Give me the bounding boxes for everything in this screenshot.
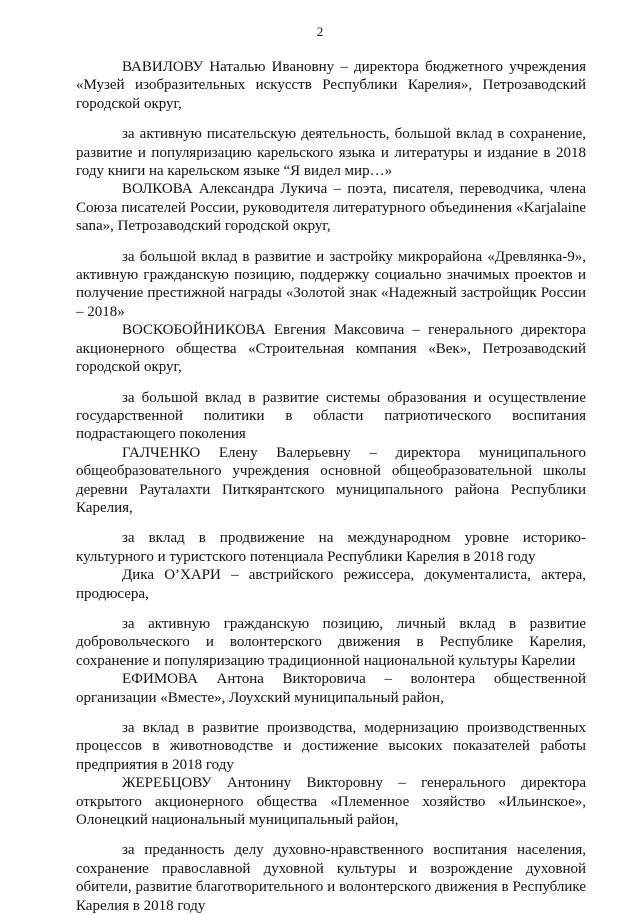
entry-reason: за вклад в развитие производства, модернизацию производственных процессов в животноводстве и достижение высоких показателей работы предприятия в 2018 году (76, 720, 586, 773)
entry-name: ЕФИМОВА Антона Викторовича – волонтера общественной организации «Вместе», Лоухский муниципальный район, (76, 671, 586, 706)
entry-name: ВАВИЛОВУ Наталью Ивановну – директора бюджетного учреждения «Музей изобразительных искусств Республики Карелия», Петрозаводский городской округ, (76, 59, 586, 112)
entry-name: Дика О’ХАРИ – австрийского режиссера, документалиста, актера, продюсера, (76, 567, 586, 602)
entry-reason: за активную писательскую деятельность, большой вклад в сохранение, развитие и популяризацию карельского языка и литературы и издание в 2018 году книги на карельском языке “Я видел мир…» (76, 126, 586, 180)
entry-reason: за большой вклад в развитие системы образования и осуществление государственной политики в области патриотического воспитания подрастающего поколения (76, 389, 586, 443)
entry-name: ВОСКОБОЙНИКОВА Евгения Максовича – генерального директора акционерного общества «Строительная компания «Век», Петрозаводский городской округ, (76, 322, 586, 376)
award-list (76, 58, 586, 915)
entry-reason: за вклад в продвижение на международном уровне историко-культурного и туристского потенциала Республики Карелия в 2018 году (76, 530, 586, 565)
entry-name: ВОЛКОВА Александра Лукича – поэта, писателя, переводчика, члена Союза писателей России, руководителя литературного объединения «Karjalaine sana», Петрозаводский городской округ, (76, 181, 586, 235)
entry-reason: за активную гражданскую позицию, личный вклад в развитие добровольческого и волонтерского движения в Республике Карелия, сохранение и популяризацию традиционной национальной культуры Карелии (76, 615, 586, 669)
page-number: 2 (316, 24, 324, 39)
entry-reason: за большой вклад в развитие и застройку микрорайона «Древлянка-9», активную гражданскую позицию, поддержку социально значимых проектов и получение престижной награды «Золотой знак «Надежный застройщик России – 2018» (76, 248, 586, 320)
entry-reason: за преданность делу духовно-нравственного воспитания населения, сохранение православной духовной культуры и возрождение духовной обители, развитие благотворительного и волонтерского движения в Республике Карелия в 2018 году (76, 842, 586, 914)
entry-name: ГАЛЧЕНКО Елену Валерьевну – директора муниципального общеобразовательного учреждения основной общеобразовательной школы деревни Рауталахти Питкярантского муниципального района Республики Карелия, (76, 444, 586, 516)
entry-name: ЖЕРЕБЦОВУ Антонину Викторовну – генерального директора открытого акционерного общества «Племенное хозяйство «Ильинское», Олонецкий национальный муниципальный район, (76, 775, 586, 829)
